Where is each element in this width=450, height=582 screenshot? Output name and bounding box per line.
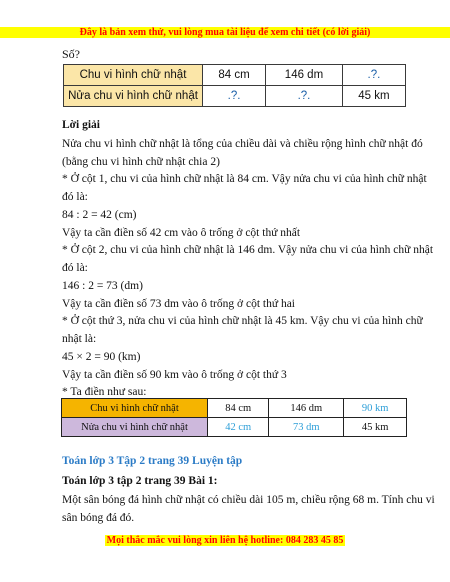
row-header: Nửa chu vi hình chữ nhật bbox=[64, 86, 203, 107]
preview-banner: Đây là bản xem thử, vui lòng mua tài liệu để xem chi tiết (có lời giải) bbox=[0, 27, 450, 38]
table-cell: 84 cm bbox=[208, 399, 269, 418]
row-header: Nửa chu vi hình chữ nhật bbox=[62, 418, 208, 437]
solution-line: * Ở cột 2, chu vi của hình chữ nhật là 146 dm. Vậy nửa chu vi của hình chữ nhật bbox=[62, 244, 434, 256]
row-header: Chu vi hình chữ nhật bbox=[62, 399, 208, 418]
row-header: Chu vi hình chữ nhật bbox=[64, 65, 203, 86]
blank-cell: .?. bbox=[266, 86, 343, 107]
solution-line: đó là: bbox=[62, 191, 88, 203]
solution-line: 84 : 2 = 42 (cm) bbox=[62, 209, 137, 221]
hotline-banner bbox=[0, 535, 450, 546]
solution-heading: Lời giải bbox=[62, 119, 100, 131]
solution-line: * Ta điền như sau: bbox=[62, 386, 147, 398]
table-cell: 84 cm bbox=[203, 65, 266, 86]
table-cell: 146 dm bbox=[269, 399, 344, 418]
blank-cell: .?. bbox=[342, 65, 405, 86]
solution-line: 146 : 2 = 73 (dm) bbox=[62, 280, 143, 292]
table-cell: 45 km bbox=[342, 86, 405, 107]
solution-line: Nửa chu vi hình chữ nhật là tổng của chiều dài và chiều rộng hình chữ nhật đó bbox=[62, 138, 423, 150]
answer-table bbox=[61, 398, 407, 437]
exercise-line: sân bóng đá đó. bbox=[62, 512, 135, 524]
section-title-link[interactable]: Toán lớp 3 Tập 2 trang 39 Luyện tập bbox=[62, 455, 243, 467]
answer-cell: 73 dm bbox=[269, 418, 344, 437]
solution-line: Vậy ta cần điền số 42 cm vào ô trống ở cột thứ nhất bbox=[62, 227, 301, 239]
table-row bbox=[64, 65, 406, 86]
solution-line: Vậy ta cần điền số 73 dm vào ô trống ở cột thứ hai bbox=[62, 298, 295, 310]
exercise-line: Một sân bóng đá hình chữ nhật có chiều dài 105 m, chiều rộng 68 m. Tính chu vi bbox=[62, 494, 435, 506]
exercise-title: Toán lớp 3 tập 2 trang 39 Bài 1: bbox=[62, 475, 218, 487]
answer-cell: 90 km bbox=[344, 399, 407, 418]
solution-line: 45 × 2 = 90 (km) bbox=[62, 351, 141, 363]
solution-line: (bằng chu vi hình chữ nhật chia 2) bbox=[62, 156, 220, 168]
hotline-text: Mọi thắc mắc vui lòng xin liên hệ hotline: 084 283 45 85 bbox=[106, 535, 344, 546]
exercise-table bbox=[63, 64, 406, 107]
solution-line: * Ở cột 1, chu vi của hình chữ nhật là 84 cm. Vậy nửa chu vi của hình chữ nhật bbox=[62, 173, 427, 185]
table-cell: 146 dm bbox=[266, 65, 343, 86]
table-row bbox=[62, 399, 407, 418]
solution-line: Vậy ta cần điền số 90 km vào ô trống ở cột thứ 3 bbox=[62, 369, 287, 381]
answer-cell: 42 cm bbox=[208, 418, 269, 437]
solution-line: nhật là: bbox=[62, 333, 97, 345]
table-row bbox=[62, 418, 407, 437]
table-cell: 45 km bbox=[344, 418, 407, 437]
blank-cell: .?. bbox=[203, 86, 266, 107]
question-label: Số? bbox=[62, 47, 80, 61]
table-row bbox=[64, 86, 406, 107]
solution-line: * Ở cột thứ 3, nửa chu vi của hình chữ nhật là 45 km. Vậy chu vi của hình chữ bbox=[62, 315, 423, 327]
solution-line: đó là: bbox=[62, 262, 88, 274]
